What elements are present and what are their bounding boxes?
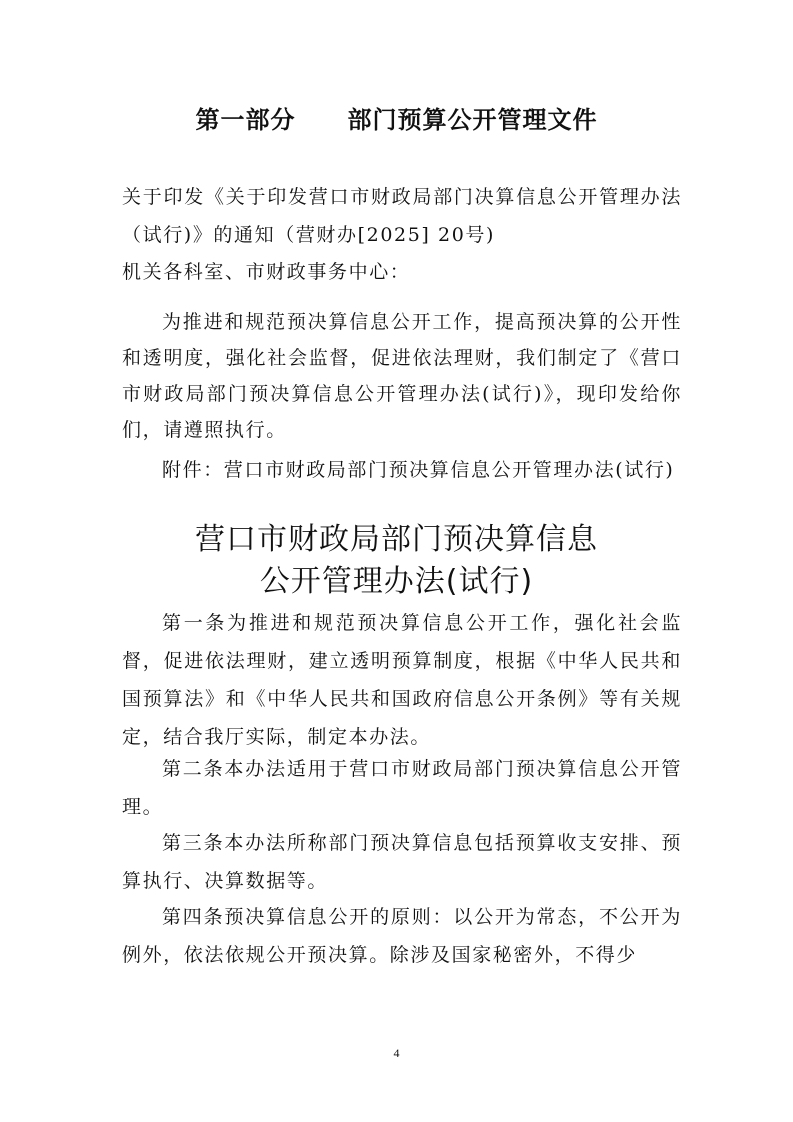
section-part-label: 第一部分 xyxy=(195,106,296,134)
article-3: 第三条本办法所称部门预决算信息包括预算收支安排、预算执行、决算数据等。 xyxy=(122,832,682,892)
section-name-label: 部门预算公开管理文件 xyxy=(347,106,598,134)
notice-salutation: 机关各科室、市财政事务中心： xyxy=(122,261,411,283)
document-title-line-2: 公开管理办法(试行) xyxy=(259,564,534,599)
article-1: 第一条为推进和规范预决算信息公开工作，强化社会监督，促进依法理财，建立透明预算制度，根据《中华人民共和国预算法》和《中华人民共和国政府信息公开条例》等有关规定，结合我厅实际，制定本办法。 xyxy=(122,612,682,748)
document-title-line-1: 营口市财政局部门预决算信息 xyxy=(195,522,598,557)
page-number: 4 xyxy=(393,1046,400,1060)
notice-title: 关于印发《关于印发营口市财政局部门决算信息公开管理办法（试行)》的通知（营财办[2025] 20号) xyxy=(122,186,682,246)
notice-body: 为推进和规范预决算信息公开工作，提高预决算的公开性和透明度，强化社会监督，促进依法理财，我们制定了《营口市财政局部门预决算信息公开管理办法(试行)》，现印发给你们，请遵照执行。 xyxy=(122,311,682,441)
section-title xyxy=(0,100,793,135)
article-4: 第四条预决算信息公开的原则：以公开为常态，不公开为例外，依法依规公开预决算。除涉及国家秘密外，不得少 xyxy=(122,906,682,966)
notice-attachment: 附件：营口市财政局部门预决算信息公开管理办法(试行) xyxy=(162,459,675,481)
article-2: 第二条本办法适用于营口市财政局部门预决算信息公开管理。 xyxy=(122,758,682,818)
